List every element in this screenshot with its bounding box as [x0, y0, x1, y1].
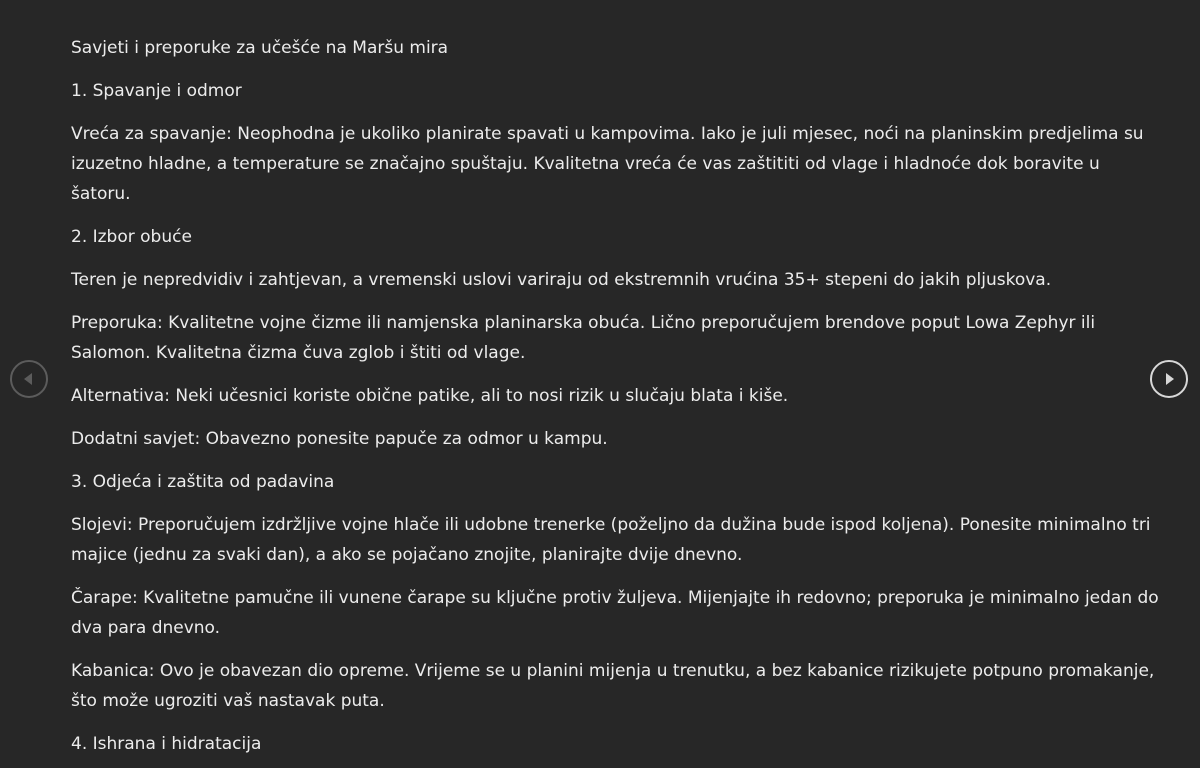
chevron-left-icon: [21, 371, 37, 387]
section-heading-sleep: 1. Spavanje i odmor: [71, 81, 242, 101]
paragraph-raincoat: Kabanica: Ovo je obavezan dio opreme. Vrijeme se u planini mijenja u trenutku, a bez kabanice rizikujete potpuno promakanje, što može ugroziti vaš nastavak puta.: [71, 661, 1160, 711]
paragraph-recommendation: Preporuka: Kvalitetne vojne čizme ili namjenska planinarska obuća. Lično preporučujem brendove poput Lowa Zephyr ili Salomon. Kvalitetna čizma čuva zglob i štiti od vlage.: [71, 313, 1106, 363]
section-heading-footwear: 2. Izbor obuće: [71, 227, 192, 247]
paragraph-sleeping-bag: Vreća za spavanje: Neophodna je ukoliko planirate spavati u kampovima. Iako je juli mjesec, noći na planinskim predjelima su izuzetno hladne, a temperature se značajno spuštaju. Kvalitetna vreća će vas zaštititi od vlage i hladnoće dok boravite u šatoru.: [71, 124, 1149, 204]
previous-page-button[interactable]: [10, 360, 48, 398]
play-right-icon: [1161, 371, 1177, 387]
paragraph-socks: Čarape: Kvalitetne pamučne ili vunene čarape su ključne protiv žuljeva. Mijenjajte ih redovno; preporuka je minimalno jedan do dva para dnevno.: [71, 588, 1165, 638]
document-title: Savjeti i preporuke za učešće na Maršu mira: [71, 38, 449, 58]
document-content: [71, 33, 1165, 768]
paragraph-extra-tip: Dodatni savjet: Obavezno ponesite papuče za odmor u kampu.: [71, 429, 608, 449]
next-page-button[interactable]: [1150, 360, 1188, 398]
paragraph-layers: Slojevi: Preporučujem izdržljive vojne hlače ili udobne trenerke (poželjno da dužina bude ispod koljena). Ponesite minimalno tri majice (jednu za svaki dan), a ako se pojačano znojite, planirajte dvije dnevno.: [71, 515, 1156, 565]
paragraph-alternative: Alternativa: Neki učesnici koriste obične patike, ali to nosi rizik u slučaju blata i kiše.: [71, 386, 789, 406]
section-heading-nutrition: 4. Ishrana i hidratacija: [71, 734, 262, 754]
section-heading-clothing: 3. Odjeća i zaštita od padavina: [71, 472, 335, 492]
paragraph-terrain: Teren je nepredvidiv i zahtjevan, a vremenski uslovi variraju od ekstremnih vrućina 35+ stepeni do jakih pljuskova.: [71, 270, 1052, 290]
